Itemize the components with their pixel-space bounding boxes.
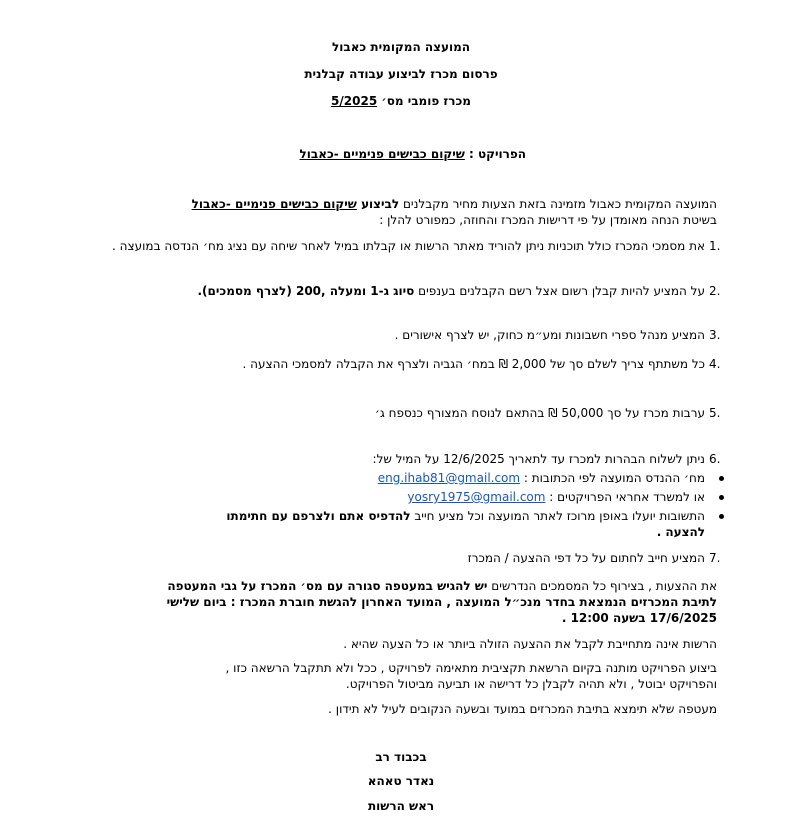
tender-subject: פרסום מכרז לביצוע עבודה קבלנית: [304, 67, 498, 81]
item-number: 5.: [709, 406, 721, 420]
bullet-dot: [719, 476, 724, 481]
item-text: על המציע להיות קבלן רשום אצל רשם הקבלנים בענפים: [414, 284, 705, 298]
bullet-item: [165, 508, 705, 540]
tender-number-line: [0, 94, 802, 108]
item-number: 4.: [709, 357, 721, 371]
item-text: כל משתתף צריך לשלם סך של 2,000 ₪ במח׳ הגביה ולצרף את הקבלה למסמכי ההצעה .: [242, 357, 705, 371]
tender-prefix: מכרז פומבי מס׳: [377, 94, 471, 108]
bullet-line-2: להצעה .: [656, 525, 705, 539]
submission-line-3: 17/6/2025 בשעה 12:00 .: [561, 611, 717, 625]
project-label: הפרויקט :: [464, 147, 526, 161]
bullet-text: מח׳ ההנדס המועצה לפי הכתובות :: [520, 471, 705, 485]
intro-project: שיקום כבישים פנימיים -כאבול: [191, 197, 357, 211]
bullet-item: [165, 470, 705, 486]
tender-number: 5/2025: [331, 94, 378, 108]
submission-line-1: [97, 578, 717, 594]
signature-name: נאדר טאהא: [367, 774, 435, 788]
submission-text: את ההצעות , בצירוף כל המסמכים הנדרשים: [487, 579, 717, 593]
signature-closing: בכבוד רב: [375, 750, 427, 764]
bullet-item: [165, 489, 705, 505]
list-item: [105, 238, 721, 254]
submission-bold: יש להגיש במעטפה סגורה עם מס׳ המכרז על גבי המעטפה: [167, 579, 488, 593]
project-line: [300, 147, 526, 161]
list-item: [105, 451, 721, 467]
intro-line-1: [97, 196, 717, 212]
intro-bold: לביצוע: [356, 197, 400, 211]
note-3: מעטפה שלא תימצא בתיבת המכרזים במועד ובשעה הנקובים לעיל לא תידון .: [328, 702, 717, 716]
org-title: המועצה המקומית כאבול: [332, 40, 470, 54]
note-1: הרשות אינה מתחייבת לקבל את ההצעה הזולה ביותר או כל הצעה שהיא .: [343, 637, 717, 651]
list-item: [105, 327, 721, 343]
signature-title: ראש הרשות: [367, 799, 435, 813]
item-text: המציע מנהל ספרי חשבונות ומע״מ כחוק, יש לצרף אישורים .: [394, 328, 705, 342]
item-number: 1.: [709, 239, 721, 253]
email-link[interactable]: eng.ihab81@gmail.com: [377, 471, 521, 485]
note-2-line-1: ביצוע הפרויקט מותנה בקיום הרשאת תקציבית מתאימה לפרויקט , ככל ולא תתקבל הרשאה כזו ,: [225, 661, 717, 675]
item-bold: סיוג ג-1 ומעלה ,200 (לצרף מסמכים).: [197, 284, 415, 298]
item-number: 7.: [709, 551, 721, 565]
bullet-bold: להדפיס אתם ולצרפם עם חתימתו: [226, 509, 411, 523]
bullet-line-1: [165, 508, 705, 524]
submission-line-2: לתיבת המכרזים הנמצאת בחדר מנכ״ל המועצה , המועד האחרון להגשת חוברת המכרז : ביום שלישי: [166, 595, 717, 609]
bullet-text: התשובות יועלו באופן מרוכז לאתר המועצה וכל מציע חייב: [410, 509, 705, 523]
submission-paragraph: [97, 578, 717, 626]
item-number: 2.: [709, 284, 721, 298]
intro-text: המועצה המקומית כאבול מזמינה בזאת הצעות מחיר מקבלנים: [399, 197, 717, 211]
bullet-dot: [719, 514, 724, 519]
item-text: המציע חייב לחתום על כל דפי ההצעה / המכרז: [467, 551, 705, 565]
intro-paragraph: [97, 196, 717, 228]
list-item: [105, 283, 721, 299]
list-item: [105, 356, 721, 372]
project-name: שיקום כבישים פנימיים -כאבול: [299, 147, 465, 161]
intro-line-2: בשיטת הנחה מאומדן על פי דרישות המכרז והחוזה, כמפורט להלן :: [379, 213, 717, 227]
bullet-text: או למשרד אחראי הפרויקטים :: [545, 490, 705, 504]
item-number: 6.: [709, 452, 721, 466]
note-2-line-2: והפרויקט יבוטל , ולא תהיה לקבלן כל דרישה או תביעה מביטול הפרויקט.: [345, 677, 717, 691]
bullet-dot: [719, 495, 724, 500]
item-text: ניתן לשלוח הבהרות למכרז עד לתאריך 12/6/2025 על המיל של:: [372, 452, 705, 466]
item-text: ערבות מכרז על סך 50,000 ₪ בהתאם לנוסח המצורף כנספח ג׳: [374, 406, 705, 420]
email-link[interactable]: yosry1975@gmail.com: [407, 490, 546, 504]
list-item: [105, 550, 721, 566]
item-number: 3.: [709, 328, 721, 342]
note-2: [97, 660, 717, 692]
list-item: [105, 405, 721, 421]
item-text: את מסמכי המכרז כולל תוכניות ניתן להוריד מאתר הרשות או קבלתו במיל לאחר שיחה עם נציג מח׳ הנדסה במועצה .: [112, 239, 705, 253]
